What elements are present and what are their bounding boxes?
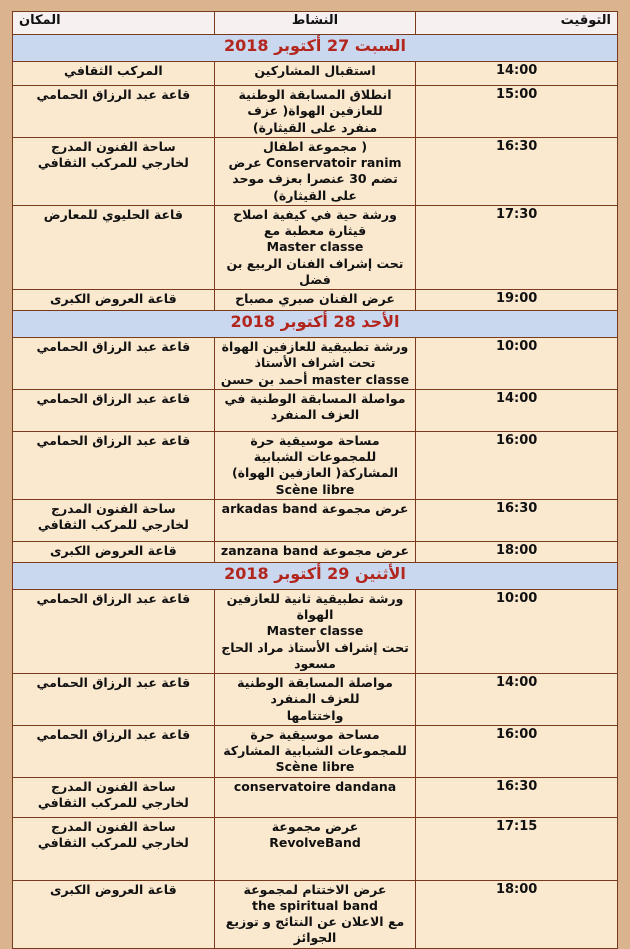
place-line: لخارجي للمركب الثقافي: [37, 155, 189, 170]
activity-line: ورشة تطبيقية ثانية للعازفين الهواة: [226, 590, 404, 622]
event-activity: [214, 137, 416, 205]
place-line: قاعة عبد الرزاق الحمامي: [36, 675, 191, 690]
event-place: [13, 290, 215, 311]
activity-line: المشاركة( العازفين الهواة): [231, 465, 399, 481]
activity-line: استقبال المشاركين: [254, 63, 376, 78]
event-place: [13, 880, 215, 948]
place-line: قاعة عبد الرزاق الحمامي: [36, 339, 191, 354]
day-title: السبت 27 أكتوبر 2018: [13, 35, 618, 62]
event-place: [13, 589, 215, 673]
place-line: قاعة عبد الرزاق الحمامي: [36, 726, 191, 742]
event-activity: [214, 589, 416, 673]
event-activity: [214, 205, 416, 289]
event-row: [13, 290, 618, 311]
event-row: [13, 541, 618, 562]
activity-line: مواصلة المسابقة الوطنية للعزف المنفرد: [237, 675, 393, 707]
activity-line: Master classe: [266, 239, 364, 255]
place-line: قاعة العروض الكبرى: [50, 542, 177, 558]
place-line: ساحة الفنون المدرج: [51, 778, 176, 794]
event-row: [13, 137, 618, 205]
schedule-body: [13, 12, 618, 949]
activity-line: conservatoire dandana: [233, 778, 397, 794]
place-line: قاعة العروض الكبرى: [50, 291, 177, 306]
place-line: لخارجي للمركب الثقافي: [37, 834, 189, 850]
event-activity: [214, 499, 416, 541]
event-place: [13, 499, 215, 541]
event-time: 19:00: [416, 290, 618, 311]
activity-line: مع الاعلان عن النتائج و توزيع الجوائز: [225, 914, 405, 946]
event-place: [13, 137, 215, 205]
event-place: [13, 86, 215, 138]
event-row: [13, 589, 618, 673]
event-activity: [214, 817, 416, 880]
event-time: 18:00: [416, 880, 618, 948]
place-line: قاعة عبد الرزاق الحمامي: [36, 590, 191, 606]
event-time: 16:30: [416, 499, 618, 541]
activity-line: انطلاق المسابقة الوطنية للعازفين الهواة( عزف: [238, 87, 392, 119]
activity-line: مواصلة المسابقة الوطنية في العزف المنفرد: [224, 390, 406, 422]
event-activity: [214, 86, 416, 138]
header-time: التوقيت: [416, 12, 618, 35]
event-time: 17:15: [416, 817, 618, 880]
event-activity: [214, 880, 416, 948]
event-time: 14:00: [416, 674, 618, 726]
event-place: [13, 674, 215, 726]
event-row: [13, 338, 618, 390]
event-place: [13, 541, 215, 562]
event-row: [13, 725, 618, 777]
activity-line: تضم 30 عنصرا بعزف موحد على القيثارة): [232, 171, 398, 203]
activity-line: عرض الفنان صبري مصباح: [235, 291, 395, 306]
activity-line: Scène libre: [275, 481, 355, 497]
activity-line: the spiritual band: [252, 897, 379, 913]
day-title: الأحد 28 أكتوبر 2018: [13, 311, 618, 338]
event-place: [13, 62, 215, 86]
place-line: قاعة عبد الرزاق الحمامي: [36, 432, 191, 448]
event-activity: [214, 389, 416, 431]
place-line: ساحة الفنون المدرج: [51, 138, 176, 154]
event-row: [13, 62, 618, 86]
event-place: [13, 338, 215, 390]
event-time: 14:00: [416, 389, 618, 431]
place-line: المركب الثقافي: [64, 63, 163, 78]
schedule-table: [12, 11, 618, 949]
event-activity: [214, 541, 416, 562]
event-place: [13, 725, 215, 777]
event-time: 10:00: [416, 589, 618, 673]
activity-line: عرض مجموعة arkadas band: [221, 500, 409, 516]
place-line: لخارجي للمركب الثقافي: [37, 517, 189, 532]
event-place: [13, 777, 215, 817]
event-place: [13, 431, 215, 499]
activity-line: ( مجموعة اطفال Conservatoir ranim عرض: [228, 138, 402, 170]
activity-line: واختتامها: [286, 707, 344, 723]
event-row: [13, 389, 618, 431]
event-time: 14:00: [416, 62, 618, 86]
activity-line: عرض مجموعة: [271, 818, 359, 834]
event-row: [13, 499, 618, 541]
event-place: [13, 205, 215, 289]
event-activity: [214, 777, 416, 817]
event-row: [13, 880, 618, 948]
event-time: 16:30: [416, 777, 618, 817]
event-activity: [214, 674, 416, 726]
activity-line: مساحة موسيقية حرة للمجموعات الشبابية: [250, 432, 380, 464]
header-place: المكان: [13, 12, 215, 35]
place-line: قاعة عبد الرزاق الحمامي: [36, 87, 191, 102]
day-title: الأثنين 29 أكتوبر 2018: [13, 562, 618, 589]
place-line: قاعة الحليوي للمعارض: [43, 206, 183, 222]
event-time: 15:00: [416, 86, 618, 138]
place-line: ساحة الفنون المدرج: [51, 818, 176, 834]
day-header-row: [13, 311, 618, 338]
event-activity: [214, 431, 416, 499]
event-activity: [214, 62, 416, 86]
event-time: 17:30: [416, 205, 618, 289]
place-line: قاعة عبد الرزاق الحمامي: [36, 390, 191, 406]
event-time: 18:00: [416, 541, 618, 562]
event-place: [13, 817, 215, 880]
event-time: 16:30: [416, 137, 618, 205]
event-time: 16:00: [416, 725, 618, 777]
activity-line: ورشة حية في كيفية اصلاح قيثارة معطبة مع: [233, 206, 397, 238]
place-line: ساحة الفنون المدرج: [51, 500, 176, 516]
activity-line: RevolveBand: [269, 834, 361, 850]
event-row: [13, 674, 618, 726]
event-place: [13, 389, 215, 431]
event-row: [13, 817, 618, 880]
activity-line: مساحة موسيقية حرة للمجموعات الشبابية المشاركة: [223, 726, 407, 758]
event-time: 10:00: [416, 338, 618, 390]
event-row: [13, 86, 618, 138]
activity-line: عرض مجموعة zanzana band: [220, 542, 410, 558]
activity-line: ورشة تطبيقية للعازفين الهواة تحت اشراف الأستاذ: [221, 339, 409, 371]
activity-line: Master classe: [266, 623, 364, 639]
activity-line: عرض الاختتام لمجموعة: [243, 881, 387, 897]
event-row: [13, 431, 618, 499]
place-line: قاعة العروض الكبرى: [50, 881, 177, 897]
header-row: [13, 12, 618, 35]
activity-line: تحت إشراف الفنان الربيع بن فضل: [226, 255, 404, 287]
day-header-row: [13, 35, 618, 62]
activity-line: تحت إشراف الأستاذ مراد الحاج مسعود: [221, 639, 409, 671]
event-row: [13, 205, 618, 289]
event-activity: [214, 338, 416, 390]
header-activity: النشاط: [214, 12, 416, 35]
event-activity: [214, 725, 416, 777]
event-activity: [214, 290, 416, 311]
event-row: [13, 777, 618, 817]
event-time: 16:00: [416, 431, 618, 499]
activity-line: منفرد على القيثارة): [252, 119, 378, 135]
activity-line: Scène libre: [275, 759, 355, 775]
day-header-row: [13, 562, 618, 589]
activity-line: master classe أحمد بن حسن: [220, 371, 410, 387]
place-line: لخارجي للمركب الثقافي: [37, 794, 189, 810]
